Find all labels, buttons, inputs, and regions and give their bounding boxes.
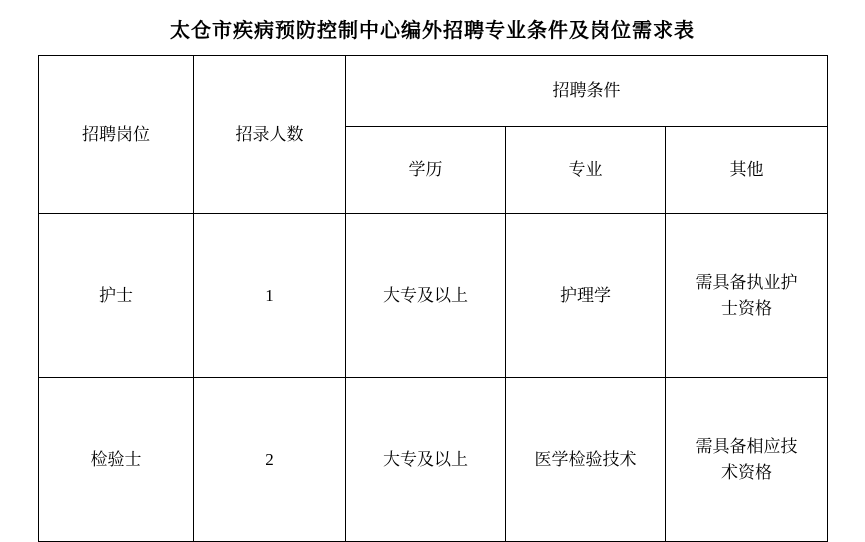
header-cell-conditions: 招聘条件 <box>346 56 828 127</box>
recruitment-requirements-table <box>38 55 828 542</box>
cell-education: 大专及以上 <box>346 378 506 542</box>
cell-count: 1 <box>194 214 346 378</box>
table-header-row-1 <box>39 56 828 127</box>
table-row <box>39 378 828 542</box>
cell-count: 2 <box>194 378 346 542</box>
cell-major: 护理学 <box>506 214 666 378</box>
header-cell-education: 学历 <box>346 127 506 214</box>
header-cell-major: 专业 <box>506 127 666 214</box>
table-row <box>39 214 828 378</box>
cell-major: 医学检验技术 <box>506 378 666 542</box>
cell-other <box>666 214 828 378</box>
cell-education: 大专及以上 <box>346 214 506 378</box>
cell-other <box>666 378 828 542</box>
header-cell-other: 其他 <box>666 127 828 214</box>
page-title: 太仓市疾病预防控制中心编外招聘专业条件及岗位需求表 <box>170 20 695 42</box>
cell-post: 护士 <box>39 214 194 378</box>
cell-other-text: 需具备执业护士资格 <box>695 273 798 318</box>
cell-other-text: 需具备相应技术资格 <box>695 437 798 482</box>
table-container <box>0 55 865 542</box>
header-cell-count: 招录人数 <box>194 56 346 214</box>
header-cell-post: 招聘岗位 <box>39 56 194 214</box>
cell-post: 检验士 <box>39 378 194 542</box>
